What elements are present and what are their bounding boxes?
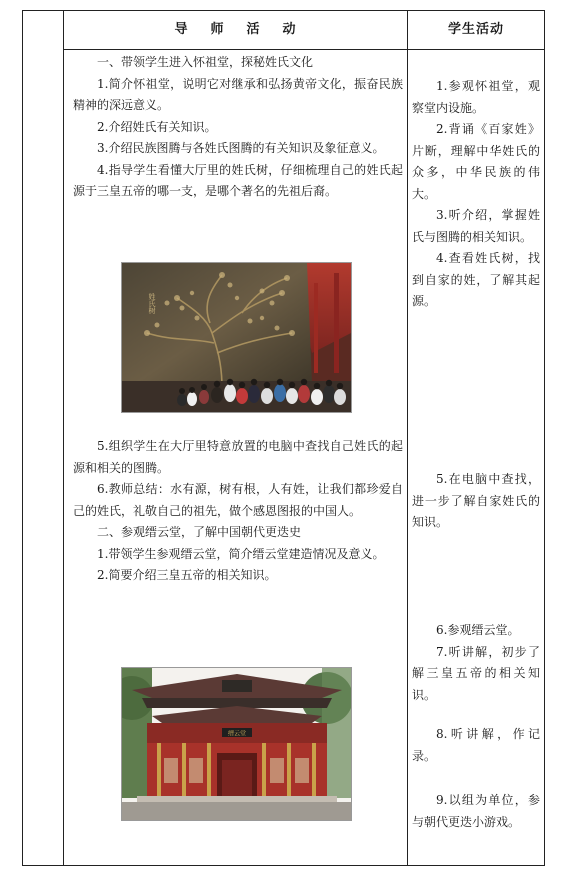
teacher-item: 6.教师总结：水有源，树有根，人有姓，让我们都珍爱自己的姓氏，礼敬自己的祖先，做个感恩图报的中国人。 [73,482,403,518]
teacher-item: 1.带领学生参观缙云堂，简介缙云堂建造情况及意义。 [97,546,385,561]
student-item: 4.查看姓氏树，找到自家的姓，了解其起源。 [412,251,540,308]
student-item: 2.背诵《百家姓》片断，理解中华姓氏的众多，中华民族的伟大。 [412,122,540,201]
teacher-block-2 [73,436,403,587]
left-margin-divider [63,11,64,865]
jinyun-hall-photo [121,667,352,821]
header-divider [63,49,544,50]
student-block-3 [412,620,540,706]
photo1-plaque-text: 姓氏树 [148,293,156,314]
header-student-activity: 学生活动 [447,22,504,37]
student-item: 8.听讲解，作记录。 [412,727,540,763]
student-item: 9.以组为单位，参与朝代更迭小游戏。 [412,793,540,829]
student-item: 7.听讲解，初步了解三皇五帝的相关知识。 [412,644,540,702]
photo2-plaque-text: 缙云堂 [227,730,247,738]
teacher-item: 4.指导学生看懂大厅里的姓氏树，仔细梳理自己的姓氏起源于三皇五帝的哪一支，是哪个著名的先祖后裔。 [73,162,403,198]
student-block-4 [412,724,540,767]
teacher-item: 1.简介怀祖堂，说明它对继承和弘扬黄帝文化，振奋民族精神的深远意义。 [73,76,403,112]
surname-tree-photo [121,262,352,413]
teacher-item: 2.简要介绍三皇五帝的相关知识。 [97,568,277,582]
student-block-1 [412,76,540,313]
teacher-item: 2.介绍姓氏有关知识。 [97,119,217,134]
student-item: 6.参观缙云堂。 [436,623,520,637]
section-heading-2: 二、参观缙云堂，了解中国朝代更迭史 [97,525,302,539]
teacher-item: 3.介绍民族图腾与各姓氏图腾的有关知识及象征意义。 [97,141,385,155]
student-block-2 [412,469,540,534]
student-block-5 [412,790,540,833]
student-item: 3.听介绍，掌握姓氏与图腾的相关知识。 [412,208,540,244]
student-item: 5.在电脑中查找，进一步了解自家姓氏的知识。 [412,472,540,529]
teacher-block-1 [73,52,403,203]
header-teacher-activity: 导 师 活 动 [174,22,297,37]
student-item: 1.参观怀祖堂，观察堂内设施。 [412,79,540,115]
teacher-item: 5.组织学生在大厅里特意放置的电脑中查找自己姓氏的起源和相关的图腾。 [73,439,403,475]
section-heading-1: 一、带领学生进入怀祖堂，探秘姓氏文化 [97,55,314,69]
column-divider [407,11,408,865]
